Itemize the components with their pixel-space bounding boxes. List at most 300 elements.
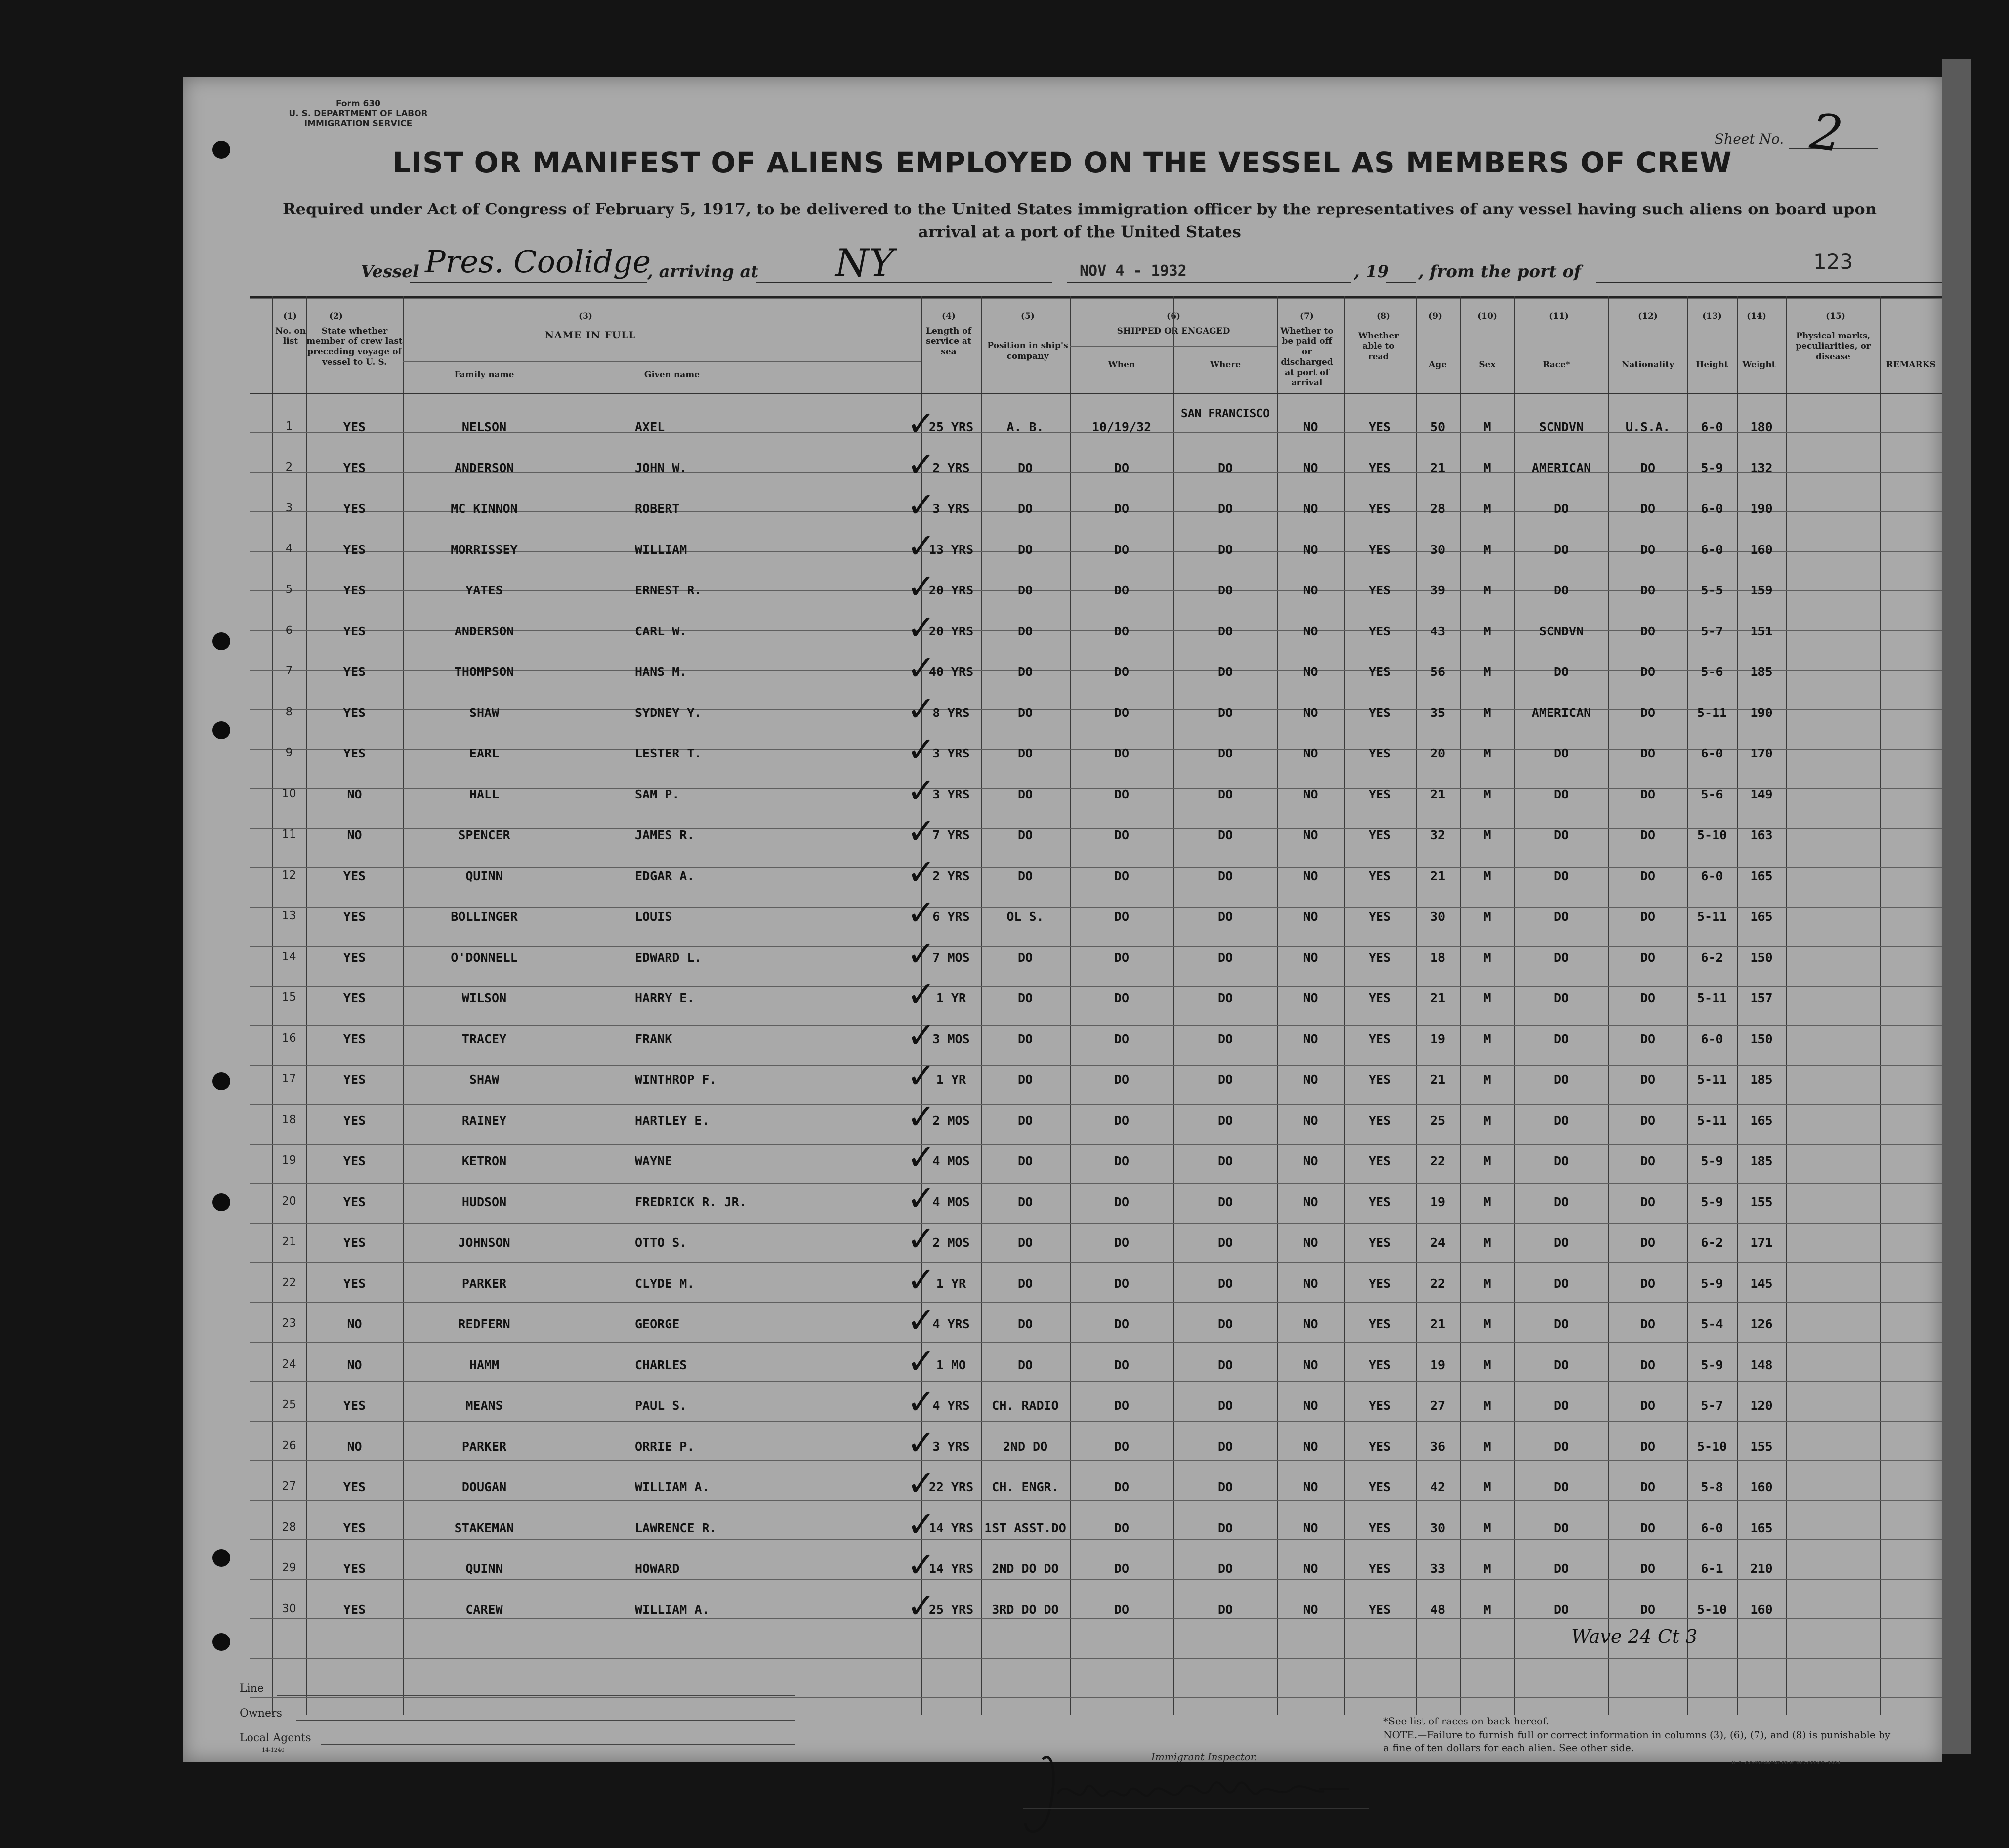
check-mark-icon: ✓ bbox=[907, 974, 936, 1014]
date-stamp: NOV 4 - 1932 bbox=[1080, 262, 1187, 280]
service-length-cell: 20 YRS bbox=[928, 624, 974, 638]
position-cell: DO bbox=[1017, 1031, 1033, 1046]
nationality-cell: DO bbox=[1640, 1602, 1656, 1617]
age-cell: 21 bbox=[1430, 991, 1446, 1005]
able-to-read-cell: YES bbox=[1368, 624, 1391, 638]
race-cell: DO bbox=[1553, 542, 1569, 557]
able-to-read-cell: YES bbox=[1368, 1154, 1391, 1168]
height-cell: 5-10 bbox=[1697, 1602, 1727, 1617]
age-cell: 22 bbox=[1430, 1154, 1446, 1168]
vessel-fill-line bbox=[410, 282, 647, 283]
height-cell: 5-9 bbox=[1701, 461, 1723, 475]
row-number: 11 bbox=[282, 828, 296, 840]
shipped-where-cell: DO bbox=[1217, 1276, 1233, 1291]
service-length-cell: 2 YRS bbox=[932, 461, 970, 475]
given-name-cell: ROBERT bbox=[635, 502, 680, 516]
given-name-cell: LAWRENCE R. bbox=[635, 1520, 717, 1535]
check-mark-icon: ✓ bbox=[907, 1300, 936, 1341]
shipped-where-cell: DO bbox=[1217, 1561, 1233, 1576]
family-name-cell: BOLLINGER bbox=[451, 909, 518, 924]
shipped-when-cell: DO bbox=[1114, 746, 1130, 760]
sex-cell: M bbox=[1483, 420, 1491, 434]
paid-off-cell: NO bbox=[1303, 461, 1318, 475]
row-number: 22 bbox=[282, 1276, 296, 1289]
check-mark-icon: ✓ bbox=[907, 1545, 936, 1585]
service-length-cell: 4 MOS bbox=[932, 1194, 970, 1209]
weight-cell: 150 bbox=[1750, 1031, 1773, 1046]
position-cell: DO bbox=[1017, 950, 1033, 965]
weight-cell: 157 bbox=[1750, 991, 1773, 1005]
given-name-cell: WINTHROP F. bbox=[635, 1072, 717, 1087]
family-name-cell: SHAW bbox=[469, 1072, 500, 1087]
check-mark-icon: ✓ bbox=[907, 648, 936, 688]
shipped-where-cell: DO bbox=[1217, 1439, 1233, 1454]
able-to-read-cell: YES bbox=[1368, 1031, 1391, 1046]
check-mark-icon: ✓ bbox=[907, 933, 936, 974]
able-to-read-cell: YES bbox=[1368, 1439, 1391, 1454]
given-name-cell: HARTLEY E. bbox=[635, 1113, 710, 1128]
nationality-cell: DO bbox=[1640, 502, 1656, 516]
shipped-when-cell: DO bbox=[1114, 991, 1130, 1005]
row-rule bbox=[250, 1460, 1942, 1461]
crew-table bbox=[250, 296, 1942, 1759]
header-position: Position in ship's company bbox=[987, 341, 1068, 361]
nationality-cell: DO bbox=[1640, 1357, 1656, 1372]
weight-cell: 151 bbox=[1750, 624, 1773, 638]
height-cell: 5-11 bbox=[1697, 909, 1727, 924]
weight-cell: 126 bbox=[1750, 1317, 1773, 1331]
height-cell: 6-1 bbox=[1701, 1561, 1723, 1576]
given-name-cell: EDGAR A. bbox=[635, 868, 695, 883]
service-length-cell: 14 YRS bbox=[928, 1561, 974, 1576]
sex-cell: M bbox=[1483, 1317, 1491, 1331]
able-to-read-cell: YES bbox=[1368, 828, 1391, 842]
row-number: 20 bbox=[282, 1194, 296, 1208]
position-cell: DO bbox=[1017, 583, 1033, 597]
member-crew-cell: NO bbox=[347, 1317, 362, 1331]
sex-cell: M bbox=[1483, 461, 1491, 475]
paid-off-cell: NO bbox=[1303, 542, 1318, 557]
age-cell: 27 bbox=[1430, 1398, 1446, 1413]
row-number: 2 bbox=[285, 461, 293, 474]
height-cell: 6-0 bbox=[1701, 420, 1723, 434]
column-rule bbox=[1786, 296, 1787, 1715]
given-name-cell: JAMES R. bbox=[635, 828, 695, 842]
row-number: 23 bbox=[282, 1317, 296, 1330]
given-name-cell: AXEL bbox=[635, 420, 665, 434]
row-rule bbox=[250, 1500, 1942, 1501]
weight-cell: 185 bbox=[1750, 665, 1773, 679]
service-length-cell: 4 MOS bbox=[932, 1154, 970, 1168]
height-cell: 5-9 bbox=[1701, 1154, 1723, 1168]
member-crew-cell: NO bbox=[347, 1357, 362, 1372]
height-cell: 6-0 bbox=[1701, 542, 1723, 557]
member-crew-cell: YES bbox=[343, 746, 366, 760]
member-crew-cell: YES bbox=[343, 542, 366, 557]
sex-cell: M bbox=[1483, 502, 1491, 516]
shipped-where-cell: SAN FRANCISCO bbox=[1180, 407, 1270, 420]
row-rule bbox=[250, 1421, 1942, 1422]
header-family-name: Family name bbox=[454, 370, 514, 379]
able-to-read-cell: YES bbox=[1368, 1317, 1391, 1331]
row-number: 4 bbox=[285, 542, 293, 555]
binder-hole bbox=[212, 632, 230, 650]
row-number: 14 bbox=[282, 950, 296, 963]
header-sub-rule bbox=[403, 361, 921, 362]
member-crew-cell: YES bbox=[343, 1194, 366, 1209]
height-cell: 5-10 bbox=[1697, 1439, 1727, 1454]
age-cell: 21 bbox=[1430, 868, 1446, 883]
colnum-11: (11) bbox=[1549, 311, 1569, 321]
family-name-cell: CAREW bbox=[465, 1602, 503, 1617]
check-mark-icon: ✓ bbox=[907, 1055, 936, 1096]
given-name-cell: CHARLES bbox=[635, 1357, 687, 1372]
shipped-when-cell: DO bbox=[1114, 1072, 1130, 1087]
position-cell: DO bbox=[1017, 1317, 1033, 1331]
row-number: 24 bbox=[282, 1357, 296, 1371]
row-number: 21 bbox=[282, 1235, 296, 1248]
height-cell: 5-9 bbox=[1701, 1357, 1723, 1372]
family-name-cell: REDFERN bbox=[458, 1317, 510, 1331]
member-crew-cell: YES bbox=[343, 1561, 366, 1576]
weight-cell: 185 bbox=[1750, 1072, 1773, 1087]
check-mark-icon: ✓ bbox=[907, 1382, 936, 1422]
member-crew-cell: YES bbox=[343, 705, 366, 720]
check-mark-icon: ✓ bbox=[907, 851, 936, 892]
able-to-read-cell: YES bbox=[1368, 787, 1391, 801]
shipped-where-cell: DO bbox=[1217, 1031, 1233, 1046]
race-cell: DO bbox=[1553, 1480, 1569, 1494]
colnum-14: (14) bbox=[1747, 311, 1766, 321]
nationality-cell: DO bbox=[1640, 1154, 1656, 1168]
shipped-where-cell: DO bbox=[1217, 1480, 1233, 1494]
row-number: 15 bbox=[282, 991, 296, 1004]
member-crew-cell: YES bbox=[343, 1113, 366, 1128]
header-age: Age bbox=[1429, 360, 1447, 370]
colnum-15: (15) bbox=[1826, 311, 1845, 321]
row-number: 12 bbox=[282, 868, 296, 882]
weight-cell: 190 bbox=[1750, 705, 1773, 720]
check-mark-icon: ✓ bbox=[907, 485, 936, 525]
row-rule bbox=[250, 1144, 1942, 1145]
sex-cell: M bbox=[1483, 1276, 1491, 1291]
able-to-read-cell: YES bbox=[1368, 1072, 1391, 1087]
nationality-cell: DO bbox=[1640, 1113, 1656, 1128]
member-crew-cell: YES bbox=[343, 1031, 366, 1046]
shipped-where-cell: DO bbox=[1217, 1072, 1233, 1087]
shipped-where-cell: DO bbox=[1217, 991, 1233, 1005]
weight-cell: 149 bbox=[1750, 787, 1773, 801]
paid-off-cell: NO bbox=[1303, 1602, 1318, 1617]
height-cell: 5-11 bbox=[1697, 1072, 1727, 1087]
paid-off-cell: NO bbox=[1303, 828, 1318, 842]
binder-hole bbox=[212, 141, 230, 159]
age-cell: 21 bbox=[1430, 787, 1446, 801]
check-mark-icon: ✓ bbox=[907, 525, 936, 566]
check-mark-icon: ✓ bbox=[907, 1341, 936, 1382]
able-to-read-cell: YES bbox=[1368, 1602, 1391, 1617]
colnum-8: (8) bbox=[1377, 311, 1390, 321]
handwritten-note: Wave 24 Ct 3 bbox=[1571, 1626, 1698, 1647]
sex-cell: M bbox=[1483, 1194, 1491, 1209]
race-cell: DO bbox=[1553, 1072, 1569, 1087]
year-fill-line bbox=[1386, 282, 1416, 283]
shipped-where-cell: DO bbox=[1217, 502, 1233, 516]
family-name-cell: YATES bbox=[465, 583, 503, 597]
age-cell: 36 bbox=[1430, 1439, 1446, 1454]
footer-line-fill bbox=[277, 1695, 795, 1696]
race-cell: DO bbox=[1553, 1194, 1569, 1209]
position-cell: A. B. bbox=[1006, 420, 1044, 434]
header-nationality: Nationality bbox=[1621, 360, 1674, 370]
shipped-when-cell: DO bbox=[1114, 1317, 1130, 1331]
arriving-label: , arriving at bbox=[647, 262, 759, 282]
member-crew-cell: YES bbox=[343, 1072, 366, 1087]
row-number: 3 bbox=[285, 502, 293, 514]
binder-hole bbox=[212, 1549, 230, 1567]
position-cell: DO bbox=[1017, 868, 1033, 883]
vessel-value: Pres. Coolidge bbox=[425, 244, 651, 280]
weight-cell: 160 bbox=[1750, 1602, 1773, 1617]
given-name-cell: LESTER T. bbox=[635, 746, 702, 760]
nationality-cell: DO bbox=[1640, 583, 1656, 597]
check-mark-icon: ✓ bbox=[907, 1463, 936, 1504]
member-crew-cell: YES bbox=[343, 1235, 366, 1250]
arriving-value: NY bbox=[835, 241, 894, 286]
race-cell: DO bbox=[1553, 1357, 1569, 1372]
colnum-5: (5) bbox=[1021, 311, 1035, 321]
weight-cell: 150 bbox=[1750, 950, 1773, 965]
age-cell: 19 bbox=[1430, 1031, 1446, 1046]
check-mark-icon: ✓ bbox=[907, 1137, 936, 1177]
service-length-cell: 25 YRS bbox=[928, 420, 974, 434]
paid-off-cell: NO bbox=[1303, 1072, 1318, 1087]
age-cell: 42 bbox=[1430, 1480, 1446, 1494]
sheet-no-value: 2 bbox=[1807, 102, 1846, 164]
weight-cell: 165 bbox=[1750, 909, 1773, 924]
service-length-cell: 3 YRS bbox=[932, 787, 970, 801]
position-cell: DO bbox=[1017, 542, 1033, 557]
position-cell: DO bbox=[1017, 665, 1033, 679]
check-mark-icon: ✓ bbox=[907, 566, 936, 607]
binder-hole bbox=[212, 1072, 230, 1090]
row-rule bbox=[250, 1697, 1942, 1698]
header-where: Where bbox=[1210, 360, 1241, 370]
row-number: 26 bbox=[282, 1439, 296, 1452]
member-crew-cell: YES bbox=[343, 1154, 366, 1168]
row-rule bbox=[250, 1183, 1942, 1184]
row-number: 29 bbox=[282, 1561, 296, 1574]
shipped-where-cell: DO bbox=[1217, 705, 1233, 720]
height-cell: 5-7 bbox=[1701, 624, 1723, 638]
nationality-cell: DO bbox=[1640, 1439, 1656, 1454]
given-name-cell: JOHN W. bbox=[635, 461, 687, 475]
member-crew-cell: YES bbox=[343, 624, 366, 638]
paid-off-cell: NO bbox=[1303, 583, 1318, 597]
check-mark-icon: ✓ bbox=[907, 403, 936, 444]
weight-cell: 180 bbox=[1750, 420, 1773, 434]
weight-cell: 163 bbox=[1750, 828, 1773, 842]
binder-hole bbox=[212, 721, 230, 739]
able-to-read-cell: YES bbox=[1368, 420, 1391, 434]
race-cell: DO bbox=[1553, 746, 1569, 760]
sex-cell: M bbox=[1483, 1561, 1491, 1576]
sex-cell: M bbox=[1483, 1480, 1491, 1494]
height-cell: 5-9 bbox=[1701, 1276, 1723, 1291]
position-cell: CH. RADIO bbox=[992, 1398, 1059, 1413]
family-name-cell: TRACEY bbox=[461, 1031, 507, 1046]
given-name-cell: PAUL S. bbox=[635, 1398, 687, 1413]
position-cell: DO bbox=[1017, 1276, 1033, 1291]
position-cell: DO bbox=[1017, 705, 1033, 720]
family-name-cell: PARKER bbox=[461, 1276, 507, 1291]
height-cell: 6-0 bbox=[1701, 746, 1723, 760]
shipped-where-cell: DO bbox=[1217, 950, 1233, 965]
shipped-when-cell: DO bbox=[1114, 1194, 1130, 1209]
able-to-read-cell: YES bbox=[1368, 746, 1391, 760]
header-sub-rule bbox=[1070, 346, 1277, 347]
shipped-when-cell: DO bbox=[1114, 1276, 1130, 1291]
row-rule bbox=[250, 1618, 1942, 1619]
position-cell: DO bbox=[1017, 461, 1033, 475]
footer-owners-fill bbox=[296, 1720, 795, 1721]
family-name-cell: ANDERSON bbox=[454, 624, 514, 638]
family-name-cell: SHAW bbox=[469, 705, 500, 720]
race-cell: DO bbox=[1553, 1439, 1569, 1454]
member-crew-cell: YES bbox=[343, 1520, 366, 1535]
colnum-3: (3) bbox=[579, 311, 592, 321]
paid-off-cell: NO bbox=[1303, 1031, 1318, 1046]
row-rule bbox=[250, 1104, 1942, 1105]
shipped-when-cell: DO bbox=[1114, 1520, 1130, 1535]
family-name-cell: SPENCER bbox=[458, 828, 510, 842]
row-number: 8 bbox=[285, 705, 293, 718]
row-number: 27 bbox=[282, 1480, 296, 1493]
shipped-when-cell: 10/19/32 bbox=[1091, 420, 1152, 434]
paid-off-cell: NO bbox=[1303, 420, 1318, 434]
race-cell: DO bbox=[1553, 787, 1569, 801]
able-to-read-cell: YES bbox=[1368, 665, 1391, 679]
footer-owners-label: Owners bbox=[240, 1707, 282, 1720]
page-title: LIST OR MANIFEST OF ALIENS EMPLOYED ON THE VESSEL AS MEMBERS OF CREW bbox=[392, 146, 1732, 179]
header-member-last-voyage: State whether member of crew last preceding voyage of vessel to U. S. bbox=[306, 326, 403, 367]
row-number: 18 bbox=[282, 1113, 296, 1126]
header-remarks: REMARKS bbox=[1886, 360, 1936, 370]
page-number: 123 bbox=[1813, 250, 1853, 274]
age-cell: 30 bbox=[1430, 542, 1446, 557]
sex-cell: M bbox=[1483, 1398, 1491, 1413]
header-paid-off: Whether to be paid off or discharged at port of arrival bbox=[1280, 326, 1334, 388]
shipped-where-cell: DO bbox=[1217, 1602, 1233, 1617]
header-shipped-or-engaged: SHIPPED OR ENGAGED bbox=[1117, 326, 1230, 336]
position-cell: DO bbox=[1017, 624, 1033, 638]
colnum-6: (6) bbox=[1167, 311, 1180, 321]
from-port-label: , from the port of bbox=[1418, 262, 1581, 282]
member-crew-cell: YES bbox=[343, 1398, 366, 1413]
age-cell: 21 bbox=[1430, 461, 1446, 475]
given-name-cell: ERNEST R. bbox=[635, 583, 702, 597]
shipped-when-cell: DO bbox=[1114, 1031, 1130, 1046]
race-cell: DO bbox=[1553, 950, 1569, 965]
height-cell: 5-8 bbox=[1701, 1480, 1723, 1494]
able-to-read-cell: YES bbox=[1368, 1194, 1391, 1209]
paid-off-cell: NO bbox=[1303, 1194, 1318, 1209]
check-mark-icon: ✓ bbox=[907, 1014, 936, 1055]
colnum-12: (12) bbox=[1638, 311, 1658, 321]
sex-cell: M bbox=[1483, 1357, 1491, 1372]
position-cell: CH. ENGR. bbox=[992, 1480, 1059, 1494]
shipped-where-cell: DO bbox=[1217, 1235, 1233, 1250]
service-length-cell: 4 YRS bbox=[932, 1317, 970, 1331]
colnum-13: (13) bbox=[1702, 311, 1722, 321]
row-number: 30 bbox=[282, 1602, 296, 1615]
height-cell: 6-0 bbox=[1701, 1031, 1723, 1046]
binder-hole bbox=[212, 1193, 230, 1211]
paid-off-cell: NO bbox=[1303, 746, 1318, 760]
race-cell: AMERICAN bbox=[1531, 705, 1591, 720]
weight-cell: 145 bbox=[1750, 1276, 1773, 1291]
service-length-cell: 1 YR bbox=[936, 1276, 966, 1291]
age-cell: 30 bbox=[1430, 909, 1446, 924]
member-crew-cell: YES bbox=[343, 1276, 366, 1291]
sex-cell: M bbox=[1483, 787, 1491, 801]
arriving-fill-line bbox=[756, 282, 1052, 283]
age-cell: 19 bbox=[1430, 1357, 1446, 1372]
service-length-cell: 13 YRS bbox=[928, 542, 974, 557]
able-to-read-cell: YES bbox=[1368, 1357, 1391, 1372]
penalty-note: NOTE.—Failure to furnish full or correct information in columns (3), (6), (7), and (8) is punishable by a fine of ten dollars for each alien. See other side. bbox=[1383, 1729, 1891, 1754]
position-cell: DO bbox=[1017, 991, 1033, 1005]
age-cell: 39 bbox=[1430, 583, 1446, 597]
given-name-cell: CARL W. bbox=[635, 624, 687, 638]
race-cell: DO bbox=[1553, 1276, 1569, 1291]
shipped-where-cell: DO bbox=[1217, 746, 1233, 760]
age-cell: 48 bbox=[1430, 1602, 1446, 1617]
age-cell: 33 bbox=[1430, 1561, 1446, 1576]
race-cell: DO bbox=[1553, 991, 1569, 1005]
age-cell: 22 bbox=[1430, 1276, 1446, 1291]
paid-off-cell: NO bbox=[1303, 1398, 1318, 1413]
given-name-cell: ORRIE P. bbox=[635, 1439, 695, 1454]
position-cell: 3RD DO DO bbox=[992, 1602, 1059, 1617]
member-crew-cell: YES bbox=[343, 502, 366, 516]
sex-cell: M bbox=[1483, 1113, 1491, 1128]
nationality-cell: DO bbox=[1640, 909, 1656, 924]
nationality-cell: DO bbox=[1640, 1235, 1656, 1250]
able-to-read-cell: YES bbox=[1368, 1398, 1391, 1413]
shipped-when-cell: DO bbox=[1114, 1357, 1130, 1372]
given-name-cell: WILLIAM bbox=[635, 542, 687, 557]
member-crew-cell: YES bbox=[343, 461, 366, 475]
member-crew-cell: NO bbox=[347, 828, 362, 842]
race-cell: DO bbox=[1553, 909, 1569, 924]
age-cell: 24 bbox=[1430, 1235, 1446, 1250]
able-to-read-cell: YES bbox=[1368, 1561, 1391, 1576]
height-cell: 6-2 bbox=[1701, 1235, 1723, 1250]
able-to-read-cell: YES bbox=[1368, 542, 1391, 557]
sex-cell: M bbox=[1483, 1439, 1491, 1454]
able-to-read-cell: YES bbox=[1368, 1480, 1391, 1494]
shipped-when-cell: DO bbox=[1114, 1154, 1130, 1168]
scan-margin bbox=[1942, 59, 1971, 1754]
race-cell: DO bbox=[1553, 1317, 1569, 1331]
check-mark-icon: ✓ bbox=[907, 607, 936, 648]
race-cell: DO bbox=[1553, 665, 1569, 679]
paid-off-cell: NO bbox=[1303, 502, 1318, 516]
race-cell: DO bbox=[1553, 1520, 1569, 1535]
row-number: 16 bbox=[282, 1031, 296, 1045]
nationality-cell: DO bbox=[1640, 868, 1656, 883]
